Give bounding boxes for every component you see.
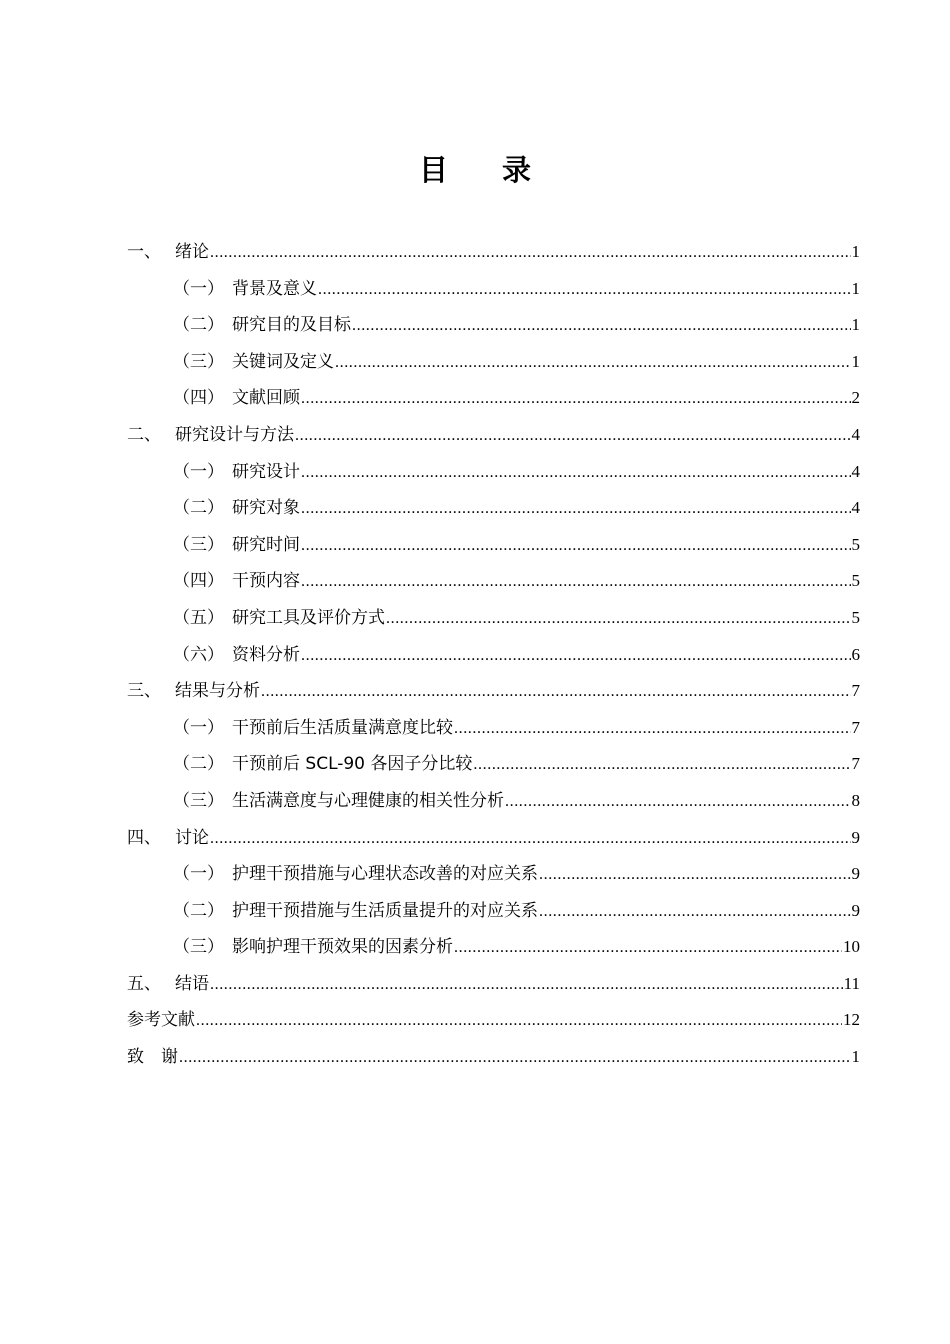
toc-entry-page: 11 (843, 973, 860, 993)
toc-entry-label: 研究时间 (232, 534, 300, 555)
toc-entry-page: 7 (851, 754, 860, 774)
toc-entry-label: 文献回顾 (232, 388, 300, 409)
toc-entry-label: 背景及意义 (232, 278, 317, 299)
toc-entry-references[interactable] (127, 1002, 860, 1039)
toc-dot-leader (261, 674, 851, 711)
toc-entry-number: （二） (173, 315, 224, 336)
toc-entry-number: 三、 (127, 681, 161, 702)
toc-entry-label: 影响护理干预效果的因素分析 (232, 937, 453, 958)
toc-entry-section[interactable] (127, 856, 860, 893)
toc-entry-label: 干预内容 (232, 571, 300, 592)
toc-entry-label: 护理干预措施与心理状态改善的对应关系 (232, 864, 538, 885)
toc-dot-leader (301, 564, 851, 601)
toc-entry-label: 研究目的及目标 (232, 315, 351, 336)
toc-dot-leader (454, 711, 851, 748)
toc-entry-chapter-3[interactable] (127, 673, 860, 710)
toc-entry-label: 生活满意度与心理健康的相关性分析 (232, 790, 504, 811)
toc-entry-label: 结果与分析 (175, 681, 260, 702)
toc-entry-section[interactable] (127, 490, 860, 527)
toc-dot-leader (210, 821, 851, 858)
toc-entry-section[interactable] (127, 710, 860, 747)
toc-entry-page: 9 (851, 827, 860, 847)
toc-entry-number: （六） (173, 644, 224, 665)
toc-entry-section[interactable] (127, 563, 860, 600)
toc-dot-leader (301, 491, 851, 528)
toc-entry-number: 二、 (127, 424, 161, 445)
toc-dot-leader (295, 418, 851, 455)
toc-entry-page: 10 (843, 937, 860, 957)
toc-dot-leader (335, 345, 851, 382)
toc-dot-leader (179, 1040, 851, 1077)
toc-entry-label: 关键词及定义 (232, 351, 334, 372)
toc-entry-page: 1 (851, 1047, 860, 1067)
toc-dot-leader (473, 747, 850, 784)
page-title: 目 录 (418, 153, 554, 187)
toc-entry-number: （一） (173, 278, 224, 299)
toc-entry-label: 研究工具及评价方式 (232, 607, 385, 628)
toc-dot-leader (318, 272, 851, 309)
toc-entry-label: 结语 (175, 973, 209, 994)
toc-entry-section[interactable] (127, 783, 860, 820)
toc-dot-leader (301, 381, 851, 418)
toc-entry-page: 9 (851, 864, 860, 884)
toc-entry-number: （三） (173, 790, 224, 811)
toc-entry-label: 致 谢 (127, 1047, 178, 1068)
toc-entry-page: 1 (851, 242, 860, 261)
toc-entry-label: 干预前后 SCL-90 各因子分比较 (232, 754, 473, 775)
toc-entry-label: 研究对象 (232, 498, 300, 519)
toc-entry-number: （四） (173, 388, 224, 409)
toc-dot-leader (210, 235, 851, 272)
toc-entry-section[interactable] (127, 454, 860, 491)
toc-entry-section[interactable] (127, 637, 860, 674)
toc-entry-page: 5 (851, 607, 860, 627)
toc-entry-page: 9 (851, 900, 860, 920)
toc-entry-section[interactable] (127, 746, 860, 783)
toc-entry-number: （三） (173, 534, 224, 555)
toc-entry-page: 5 (851, 534, 860, 554)
toc-entry-page: 4 (851, 461, 860, 481)
toc-entry-section[interactable] (127, 344, 860, 381)
toc-entry-number: （一） (173, 864, 224, 885)
toc-entry-section[interactable] (127, 271, 860, 308)
toc-entry-number: （三） (173, 351, 224, 372)
toc-entry-chapter-4[interactable] (127, 820, 860, 857)
toc-entry-label: 护理干预措施与生活质量提升的对应关系 (232, 900, 538, 921)
toc-dot-leader (352, 308, 851, 345)
toc-entry-chapter-2[interactable] (127, 417, 860, 454)
toc-dot-leader (210, 967, 843, 1004)
toc-dot-leader (539, 894, 851, 931)
toc-dot-leader (539, 857, 851, 894)
toc-entry-page: 8 (851, 790, 860, 810)
toc-entry-section[interactable] (127, 380, 860, 417)
toc-dot-leader (301, 455, 851, 492)
toc-entry-label: 干预前后生活质量满意度比较 (232, 717, 453, 738)
toc-entry-page: 7 (851, 717, 860, 737)
toc-entry-chapter-1[interactable] (127, 234, 860, 271)
toc-entry-page: 1 (851, 278, 860, 298)
toc-entry-number: （五） (173, 607, 224, 628)
toc-entry-page: 7 (851, 681, 860, 701)
toc-entry-page: 4 (851, 424, 860, 444)
toc-entry-page: 5 (851, 571, 860, 591)
toc-entry-chapter-5[interactable] (127, 966, 860, 1003)
toc-entry-page: 4 (851, 498, 860, 518)
toc-entry-section[interactable] (127, 929, 860, 966)
toc-entry-number: （一） (173, 461, 224, 482)
toc-dot-leader (196, 1003, 842, 1040)
toc-entry-number: （二） (173, 900, 224, 921)
toc-entry-acknowledgements[interactable] (127, 1039, 860, 1076)
toc-entry-number: （四） (173, 571, 224, 592)
toc-dot-leader (301, 528, 851, 565)
toc-entry-number: 四、 (127, 827, 161, 848)
toc-entry-number: （二） (173, 754, 224, 775)
toc-entry-label: 参考文献 (127, 1010, 195, 1031)
toc-entry-page: 6 (851, 644, 860, 664)
toc-entry-number: （一） (173, 717, 224, 738)
toc-dot-leader (386, 601, 851, 638)
toc-dot-leader (505, 784, 851, 821)
toc-entry-label: 讨论 (175, 827, 209, 848)
toc-dot-leader (301, 638, 851, 675)
toc-entry-section[interactable] (127, 307, 860, 344)
toc-entry-label: 研究设计与方法 (175, 424, 294, 445)
toc-entry-number: （三） (173, 937, 224, 958)
toc-entry-page: 2 (851, 388, 860, 408)
toc-entry-label: 资料分析 (232, 644, 300, 665)
toc-entry-section[interactable] (127, 893, 860, 930)
toc-entry-page: 12 (843, 1010, 860, 1030)
toc-entry-number: （二） (173, 498, 224, 519)
table-of-contents (127, 234, 860, 1076)
toc-dot-leader (454, 930, 842, 967)
toc-entry-number: 一、 (127, 242, 161, 262)
toc-entry-label: 研究设计 (232, 461, 300, 482)
toc-entry-section[interactable] (127, 527, 860, 564)
toc-entry-number: 五、 (127, 973, 161, 994)
toc-entry-page: 1 (851, 351, 860, 371)
toc-entry-page: 1 (851, 315, 860, 335)
toc-entry-section[interactable] (127, 600, 860, 637)
toc-entry-label: 绪论 (175, 242, 209, 262)
